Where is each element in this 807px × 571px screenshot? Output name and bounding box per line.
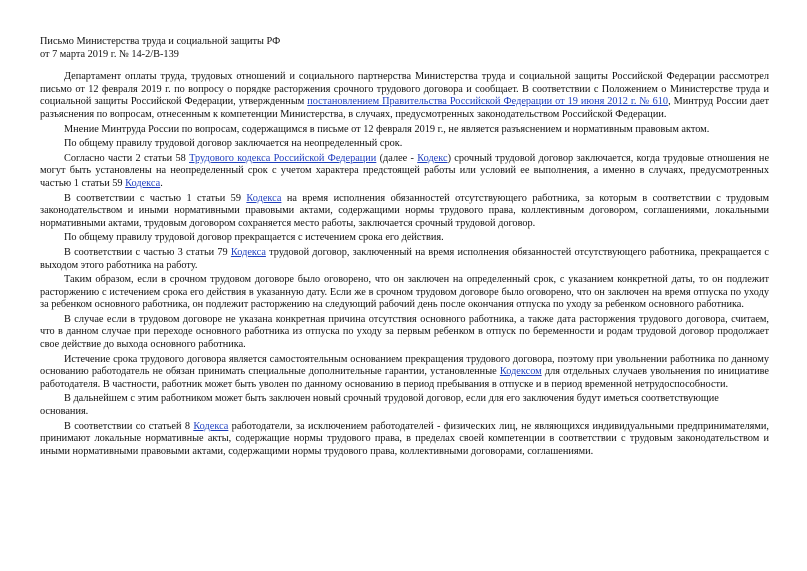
paragraph-text: (далее -	[376, 152, 418, 164]
paragraph-text: , Минтруд России дает разъяснения по вопросам, отнесенным к компетенции Министерства, в случаях, предусмотренных законодательством Российской Федерации.	[40, 96, 769, 120]
paragraph-text: В соответствии с частью 1 статьи 59	[64, 192, 247, 204]
paragraph-text: .	[160, 177, 163, 189]
paragraph	[40, 274, 769, 312]
paragraph-text: В случае если в трудовом договоре не указана конкретная причина отсутствия основного работника, а также дата расторжения трудового договора, считаем, что в данном случае при переходе основного работника из отпуска по уходу за первым ребенком в отпуск по беременности и родам трудовой договор продолжает свое действие до выхода основного работника.	[40, 313, 769, 351]
paragraph-text: Истечение срока трудового договора является самостоятельным основанием прекращения трудового договора, поэтому при увольнении работника по данному основанию работодатель не обязан принимать специальные дополнительные гарантии, установленные	[40, 353, 769, 378]
paragraph-text: Согласно части 2 статьи 58	[64, 152, 190, 164]
paragraph-text: работодатели, за исключением работодателей - физических лиц, не являющихся индивидуальными предпринимателями, принимают локальные нормативные акты, содержащие нормы трудового права, в пределах своей компетенции в соответствии с трудовым законодательством и иными нормативными правовыми актами, содержащими нормы трудового права, коллективными договорами, соглашениями.	[40, 420, 769, 457]
paragraph	[40, 193, 769, 231]
paragraph-text: По общему правилу трудовой договор заключается на неопределенный срок.	[64, 138, 403, 150]
paragraph-text: трудовой договор, заключенный на время исполнения обязанностей отсутствующего работника, прекращается с выходом этого работника на работу.	[40, 246, 770, 271]
document-link[interactable]: Кодекса	[246, 192, 282, 204]
document-link[interactable]: Кодексом	[499, 366, 542, 378]
paragraph	[40, 393, 769, 418]
document-link[interactable]: Кодекса	[230, 246, 266, 258]
paragraph-text: Департамент оплаты труда, трудовых отношений и социального партнерства Министерства труда и социальной защиты Российской Федерации рассмотрел письмо от 12 февраля 2019 г. по вопросу о порядке расторжения срочного трудового договора и сообщает. В соответствии с Положением о Министерстве труда и социальной защиты Российской Федерации, утвержденным	[40, 71, 769, 108]
paragraph-text: для отдельных случаев увольнения по инициативе работодателя. В частности, работник может быть уволен по данному основанию в период пребывания в отпуске и в период временной нетрудоспособности.	[40, 366, 769, 390]
paragraph-text: В соответствии со статьей 8	[64, 420, 194, 432]
paragraph	[40, 138, 769, 151]
paragraph-text: ) срочный трудовой договор заключается, когда трудовые отношения не могут быть установлены на неопределенный срок с учетом характера предстоящей работы или условий ее выполнения, а именно в случаях, предусмотренных частью 1 статьи 59	[40, 152, 770, 189]
paragraph-text: на время исполнения обязанностей отсутствующего работника, за которым в соответствии с трудовым законодательством и иными нормативными правовыми актами, содержащими нормы трудового права, коллективным договором, соглашениями, локальными нормативными актами, трудовым договором сохраняется место работы, заключается срочный трудовой договор.	[40, 192, 769, 229]
paragraph-text: В дальнейшем с этим работником может быть заключен новый срочный трудовой договор, если для его заключения будут иметься соответствующие основания.	[40, 393, 719, 418]
paragraph	[40, 124, 769, 137]
paragraph-text: В соответствии с частью 3 статьи 79	[64, 246, 231, 258]
document-link[interactable]: Кодекса	[125, 177, 161, 189]
paragraph	[40, 354, 769, 392]
document-link[interactable]: Кодекс	[417, 152, 448, 164]
paragraph	[40, 71, 769, 121]
document-link[interactable]: Трудового кодекса Российской Федерации	[189, 152, 377, 164]
paragraph-text: Таким образом, если в срочном трудовом договоре было оговорено, что он заключен на определенный срок, с указанием конкретной даты, то он подлежит расторжению с истечением срока его действия в указанную дату. Если же в срочном трудовом договоре было оговорено, что он заключен на время отпуска по уходу за ребенком основного работника, он подлежит расторжению на следующий рабочий день после окончания отпуска по уходу за ребенком основного работника.	[40, 274, 769, 311]
document-title: Письмо Министерства труда и социальной защиты РФ	[40, 36, 281, 47]
document-date-number: от 7 марта 2019 г. № 14-2/В-139	[40, 48, 179, 60]
document-link[interactable]: постановлением Правительства Российской Федерации от 19 июня 2012 г. № 610	[307, 96, 669, 108]
paragraph-text: По общему правилу трудовой договор прекращается с истечением срока его действия.	[64, 232, 444, 244]
document-link[interactable]: Кодекса	[193, 420, 229, 432]
paragraph	[40, 232, 769, 245]
paragraph	[40, 314, 769, 352]
paragraph-text: Мнение Минтруда России по вопросам, содержащимся в письме от 12 февраля 2019 г., не является разъяснением и нормативным правовым актом.	[64, 123, 710, 135]
paragraph	[40, 153, 769, 191]
document-body	[40, 71, 769, 458]
paragraph	[40, 247, 769, 272]
paragraph	[40, 421, 769, 459]
